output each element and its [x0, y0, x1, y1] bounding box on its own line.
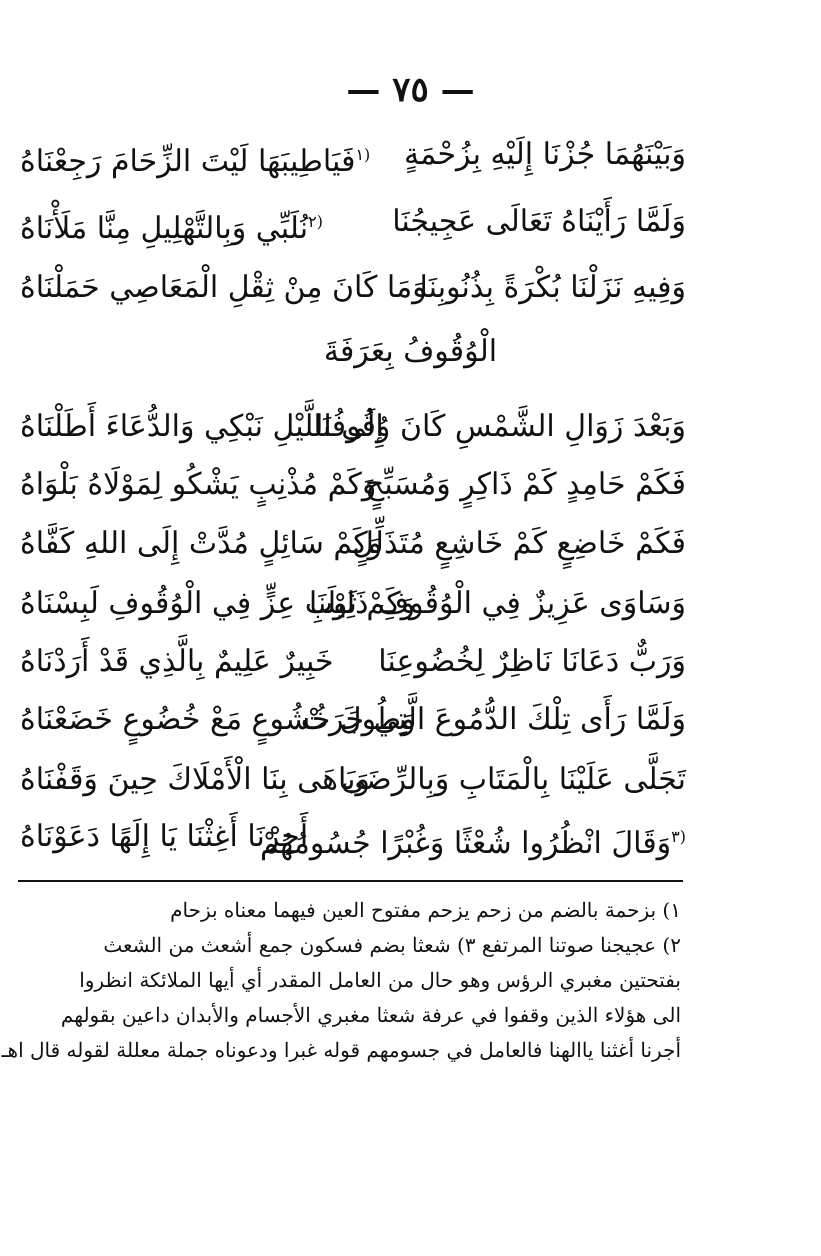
verse-hemistich-first: وَبَيْنَهُمَا جُزْنَا إِلَيْهِ بِزُحْمَةٍ [404, 137, 686, 172]
footnote-line: ١) بزحمة بالضم من زحم يزحم مفتوح العين فيهما معناه بزحام [170, 898, 681, 922]
verse-hemistich-first: فَكَمْ خَاضِعٍ كَمْ خَاشِعٍ مُتَذَلِّلٍ [352, 526, 686, 561]
verse-hemistich-first: فَكَمْ حَامِدٍ كَمْ ذَاكِرٍ وَمُسَبِّحٍ [364, 467, 686, 502]
verse-hemistich-second: وَكَمْ سَائِلٍ مُدَّتْ إِلَى اللهِ كَفَّاهُ [20, 526, 383, 561]
verse-hemistich-second: $^{(١}$فَيَاطِيبَهَا لَيْتَ الزِّحَامَ رَجِعْنَاهُ [20, 144, 371, 179]
footnote-marker: (١ [355, 145, 371, 164]
verse-hemistich-second: أَجِرْنَا أَغِثْنَا يَا إِلَهًا دَعَوْنَاهُ [20, 819, 309, 854]
footnote-marker: (٢ [308, 212, 323, 231]
footnote-line: ٢) عجيجنا صوتنا المرتفع ٣) شعثا بضم فسكون جمع أشعث من الشعث [103, 933, 681, 957]
verse-hemistich-first: وَفِيهِ نَزَلْنَا بُكْرَةً بِذُنُوبِنَا [419, 270, 686, 305]
verse-hemistich-second: وَكَمْ ثَوْبِ عِزٍّ فِي الْوُقُوفِ لَبِسْنَاهُ [20, 586, 416, 621]
verse-hemistich-first: وَلَمَّا رَأَى تِلْكَ الدُّمُوعَ الَّتِي جَرَتْ [300, 702, 686, 737]
verse-hemistich-second: وَمَا كَانَ مِنْ ثِقْلِ الْمَعَاصِي حَمَلْنَاهُ [20, 270, 427, 305]
verse-hemistich-first: وَبَعْدَ زَوَالِ الشَّمْسِ كَانَ وُقُوفُنَا [313, 409, 686, 444]
verse-hemistich-second: وَكَمْ مُذْنِبٍ يَشْكُو لِمَوْلَاهُ بَلْوَاهُ [20, 467, 377, 502]
verse-hemistich-first: وَلَمَّا رَأَيْنَاهُ تَعَالَى عَجِيجُنَا [392, 204, 686, 239]
verse-hemistich-first: $^{(٣}$وَقَالَ انْظُرُوا شُعْثًا وَغُبْرًا جُسُومُهُمْ [259, 826, 686, 861]
footnote-line: بفتحتين مغبري الرؤس وهو حال من العامل المقدر أي أيها الملائكة انظروا [79, 968, 681, 992]
verse-hemistich-second: إِلَى اللَّيْلِ نَبْكِي وَالدُّعَاءَ أَطَلْنَاهُ [20, 409, 384, 444]
section-heading: الْوُقُوفُ بِعَرَفَةَ [323, 334, 498, 369]
footnote-line: أجرنا أغثنا ياالهنا فالعامل في جسومهم قوله غبرا ودعوناه جملة معللة لقوله قال اهـ [1, 1038, 681, 1062]
page-number: — ٧٥ — [346, 70, 475, 110]
verse-hemistich-second: $^{(٢}$نُلَبِّي وَبِالتَّهْلِيلِ مِنَّا مَلَأْنَاهُ [20, 211, 323, 246]
footnote-line: الى هؤلاء الذين وقفوا في عرفة شعثا مغبري الأجسام والأبدان داعين بقولهم [60, 1003, 681, 1027]
verse-hemistich-second: خَبِيرٌ عَلِيمٌ بِالَّذِي قَدْ أَرَدْنَاهُ [20, 644, 334, 679]
verse-hemistich-first: وَسَاوَى عَزِيزٌ فِي الْوُقُوفِ ذَلِيلَنَا [308, 586, 686, 621]
footnote-marker: (٣ [671, 827, 686, 846]
verse-hemistich-second: وَبَاهَى بِنَا الْأَمْلَاكَ حِينَ وَقَفْنَاهُ [20, 762, 370, 797]
verse-hemistich-second: وَطُولَ خُشُوعٍ مَعْ خُضُوعٍ خَضَعْنَاهُ [20, 702, 416, 737]
verse-hemistich-first: تَجَلَّى عَلَيْنَا بِالْمَتَابِ وَبِالرِّضَى [341, 762, 686, 797]
verse-hemistich-first: وَرَبٌّ دَعَانَا نَاظِرٌ لِخُضُوعِنَا [378, 644, 686, 679]
footnote-divider [18, 880, 683, 882]
